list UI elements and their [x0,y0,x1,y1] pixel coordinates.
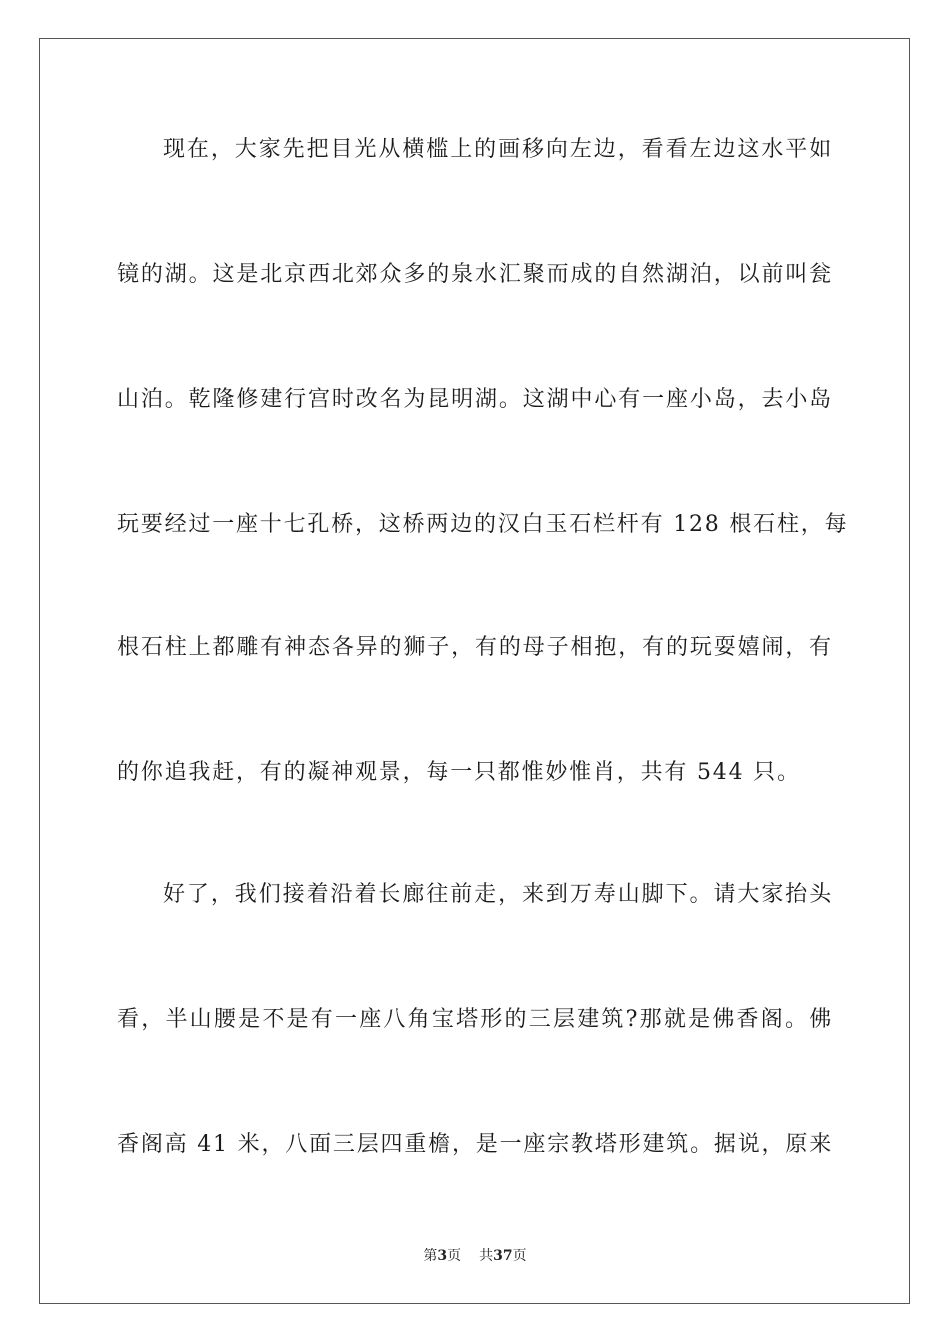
paragraph-2-line-2: 看，半山腰是不是有一座八角宝塔形的三层建筑?那就是佛香阁。佛 [117,1007,833,1032]
page-prefix: 第 [423,1248,438,1264]
paragraph-1-line-3: 山泊。乾隆修建行宫时改名为昆明湖。这湖中心有一座小岛，去小岛 [117,387,833,412]
paragraph-1-line-4: 玩要经过一座十七孔桥，这桥两边的汉白玉石栏杆有 128 根石柱，每 [117,512,849,537]
paragraph-2-line-3: 香阁高 41 米，八面三层四重檐，是一座宗教塔形建筑。据说，原来 [117,1132,833,1157]
paragraph-1-line-5: 根石柱上都雕有神态各异的狮子，有的母子相抱，有的玩耍嬉闹，有 [117,635,833,660]
paragraph-1-line-6: 的你追我赶，有的凝神观景，每一只都惟妙惟肖，共有 544 只。 [117,760,801,785]
page-suffix: 页 [447,1248,462,1264]
page-footer [0,1247,950,1265]
total-suffix: 页 [512,1248,527,1264]
paragraph-1-line-2: 镜的湖。这是北京西北郊众多的泉水汇聚而成的自然湖泊，以前叫瓮 [117,262,833,287]
paragraph-1-line-1: 现在，大家先把目光从横槛上的画移向左边，看看左边这水平如 [163,137,833,162]
page-number: 3 [437,1248,448,1264]
total-prefix: 共 [479,1248,494,1264]
page-border [39,38,910,1304]
paragraph-2-line-1: 好了，我们接着沿着长廊往前走，来到万寿山脚下。请大家抬头 [163,882,833,907]
total-pages: 37 [493,1248,513,1264]
